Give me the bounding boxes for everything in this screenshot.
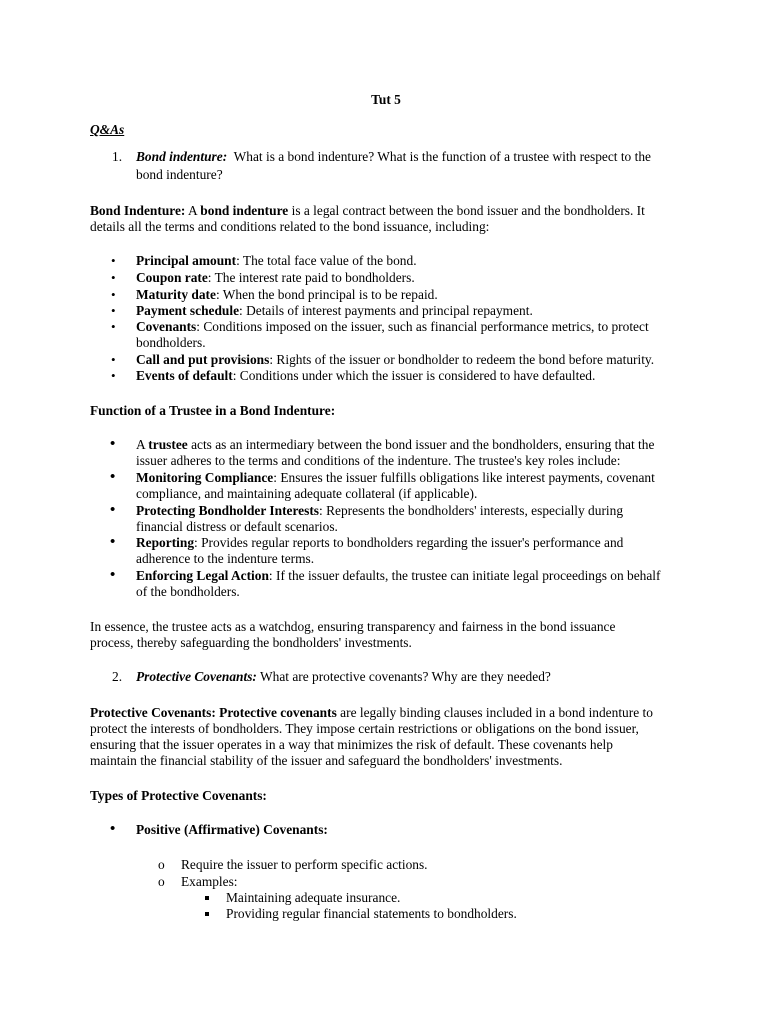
sub-bullet-icon: o bbox=[158, 874, 165, 889]
bond-indenture-para-line-1: Bond Indenture: A bond indenture is a legal contract between the bond issuer and the bondholders. It bbox=[90, 203, 645, 218]
essence-para-line-1: In essence, the trustee acts as a watchdog, ensuring transparency and fairness in the bond issuance bbox=[90, 619, 616, 634]
bullet-icon: • bbox=[111, 253, 116, 268]
list-item: A trustee acts as an intermediary between the bond issuer and the bondholders, ensuring that the bbox=[136, 437, 655, 452]
bullet-icon: • bbox=[111, 352, 116, 367]
list-item: Payment schedule: Details of interest payments and principal repayment. bbox=[136, 303, 533, 318]
list-item: Protecting Bondholder Interests: Represents the bondholders' interests, especially during bbox=[136, 503, 624, 518]
list-item-continuation: compliance, and maintaining adequate collateral (if applicable). bbox=[136, 486, 478, 501]
square-bullet-icon bbox=[205, 896, 209, 900]
bullet-icon: • bbox=[110, 502, 116, 518]
bullet-icon: • bbox=[111, 287, 116, 302]
question-number: 1. bbox=[112, 149, 123, 164]
bullet-icon: • bbox=[110, 821, 116, 837]
list-item: Monitoring Compliance: Ensures the issuer fulfills obligations like interest payments, covenant bbox=[136, 470, 655, 485]
list-item-continuation: adherence to the indenture terms. bbox=[136, 551, 315, 566]
list-item: Require the issuer to perform specific actions. bbox=[181, 857, 428, 872]
types-heading: Types of Protective Covenants: bbox=[90, 788, 267, 803]
list-item: Principal amount: The total face value of the bond. bbox=[136, 253, 417, 268]
bond-indenture-para-line-2: details all the terms and conditions related to the bond issuance, including: bbox=[90, 219, 490, 234]
bullet-icon: • bbox=[110, 567, 116, 583]
list-item: Reporting: Provides regular reports to bondholders regarding the issuer's performance and bbox=[136, 535, 624, 550]
list-item: Covenants: Conditions imposed on the issuer, such as financial performance metrics, to protect bbox=[136, 319, 649, 334]
list-item-continuation: issuer adheres to the terms and conditions of the indenture. The trustee's key roles include: bbox=[136, 453, 621, 468]
protective-para-line-2: protect the interests of bondholders. They impose certain restrictions or obligations on the bond issuer, bbox=[90, 721, 639, 736]
list-item-continuation: of the bondholders. bbox=[136, 584, 240, 599]
bullet-icon: • bbox=[110, 534, 116, 550]
positive-covenants-heading: Positive (Affirmative) Covenants: bbox=[136, 822, 328, 837]
question-number: 2. bbox=[112, 669, 123, 684]
bullet-icon: • bbox=[110, 436, 116, 452]
question-2: Protective Covenants: What are protective covenants? Why are they needed? bbox=[136, 669, 551, 684]
bullet-icon: • bbox=[111, 270, 116, 285]
protective-para-line-4: maintain the financial stability of the issuer and safeguard the bondholders' investments. bbox=[90, 753, 563, 768]
list-item: Enforcing Legal Action: If the issuer defaults, the trustee can initiate legal proceedings on behalf bbox=[136, 568, 661, 583]
list-item-continuation: financial distress or default scenarios. bbox=[136, 519, 338, 534]
list-item: Maintaining adequate insurance. bbox=[226, 890, 401, 905]
list-item: Events of default: Conditions under which the issuer is considered to have defaulted. bbox=[136, 368, 596, 383]
essence-para-line-2: process, thereby safeguarding the bondholders' investments. bbox=[90, 635, 412, 650]
square-bullet-icon bbox=[205, 912, 209, 916]
list-item: Examples: bbox=[181, 874, 238, 889]
qas-heading: Q&As bbox=[90, 122, 125, 137]
trustee-heading: Function of a Trustee in a Bond Indenture: bbox=[90, 403, 336, 418]
bullet-icon: • bbox=[111, 368, 116, 383]
bullet-icon: • bbox=[111, 319, 116, 334]
question-1-line-2: bond indenture? bbox=[136, 167, 223, 182]
question-1-line-1: Bond indenture: What is a bond indenture? What is the function of a trustee with respect to the bbox=[136, 149, 651, 164]
sub-bullet-icon: o bbox=[158, 857, 165, 872]
protective-para-line-1: Protective Covenants: Protective covenants are legally binding clauses included in a bond indenture to bbox=[90, 705, 653, 720]
bullet-icon: • bbox=[110, 469, 116, 485]
page-title: Tut 5 bbox=[371, 92, 401, 107]
list-item: Providing regular financial statements to bondholders. bbox=[226, 906, 517, 921]
list-item: Call and put provisions: Rights of the issuer or bondholder to redeem the bond before maturity. bbox=[136, 352, 655, 367]
list-item: Maturity date: When the bond principal is to be repaid. bbox=[136, 287, 438, 302]
list-item-continuation: bondholders. bbox=[136, 335, 206, 350]
bullet-icon: • bbox=[111, 303, 116, 318]
list-item: Coupon rate: The interest rate paid to bondholders. bbox=[136, 270, 415, 285]
protective-para-line-3: ensuring that the issuer operates in a way that minimizes the risk of default. These covenants help bbox=[90, 737, 613, 752]
